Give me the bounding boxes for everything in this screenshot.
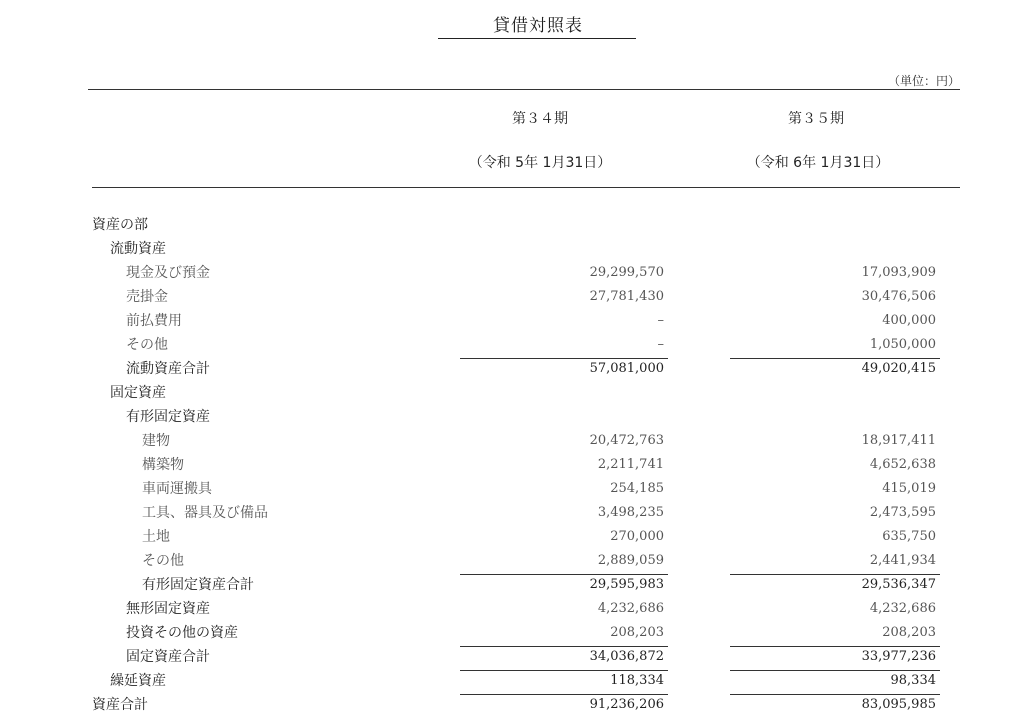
table-row [0,549,1024,573]
value-period-35: 208,203 [882,625,936,640]
value-period-34: 2,211,741 [597,457,664,472]
table-row [0,213,1024,237]
table-row [0,333,1024,357]
table-row [0,453,1024,477]
table-row-subtotal [0,669,1024,693]
value-period-35: 2,441,934 [869,553,936,568]
column-header-date-34: （令和 5年 1月31日） [468,155,612,171]
value-period-34: 91,236,206 [470,693,664,717]
value-period-34: 34,036,872 [470,645,664,669]
row-label: 前払費用 [126,313,182,329]
column-header-date-35: （令和 6年 1月31日） [746,155,890,171]
unit-label: （単位：円） [887,74,960,88]
table-row [0,285,1024,309]
row-label: 流動資産合計 [126,361,210,377]
table-row [0,381,1024,405]
value-period-34: 29,595,983 [470,573,664,597]
row-label: 売掛金 [126,289,168,305]
value-period-35: 635,750 [882,529,936,544]
value-period-35: 98,334 [740,669,936,693]
value-period-35: 17,093,909 [861,265,936,280]
row-label: その他 [126,337,168,353]
row-label: 投資その他の資産 [126,625,238,641]
table-row [0,525,1024,549]
value-period-35: 83,095,985 [740,693,936,717]
value-period-35: 400,000 [882,313,936,328]
table-row-subtotal [0,357,1024,381]
value-period-34: 3,498,235 [597,505,664,520]
value-period-35: 33,977,236 [740,645,936,669]
value-period-35: 4,232,686 [869,601,936,616]
table-row [0,429,1024,453]
row-label: 車両運搬具 [142,481,212,497]
row-label: 固定資産合計 [126,649,210,665]
value-period-34: 118,334 [470,669,664,693]
row-label: 資産の部 [92,217,148,233]
value-period-34: 208,203 [610,625,664,640]
table-row [0,237,1024,261]
table-row [0,405,1024,429]
table-row [0,477,1024,501]
table-row [0,621,1024,645]
row-label: 現金及び預金 [126,265,210,281]
row-label: 繰延資産 [110,673,166,689]
value-period-34: 254,185 [610,481,664,496]
value-period-34: 4,232,686 [597,601,664,616]
row-label: 資産合計 [92,697,148,713]
value-period-35: 4,652,638 [869,457,936,472]
column-header-period-34: 第３４期 [512,111,568,127]
document-title: 貸借対照表 [493,16,583,36]
value-period-34: 27,781,430 [589,289,664,304]
row-label: 無形固定資産 [126,601,210,617]
value-period-34: 20,472,763 [589,433,664,448]
title-underline [438,38,636,39]
value-period-35: 18,917,411 [861,433,936,448]
value-period-34: – [657,337,664,352]
header-top-rule [88,89,960,90]
table-row [0,597,1024,621]
value-period-35: 2,473,595 [869,505,936,520]
table-row [0,501,1024,525]
header-bottom-rule [92,187,960,188]
row-label: その他 [142,553,184,569]
value-period-35: 1,050,000 [869,337,936,352]
row-label: 構築物 [142,457,184,473]
table-row [0,261,1024,285]
value-period-34: 270,000 [610,529,664,544]
row-label: 固定資産 [110,385,166,401]
table-row [0,309,1024,333]
value-period-35: 49,020,415 [740,357,936,381]
table-row-grand-total [0,693,1024,717]
value-period-34: 29,299,570 [589,265,664,280]
value-period-34: 2,889,059 [597,553,664,568]
value-period-34: – [657,313,664,328]
row-label: 建物 [142,433,170,449]
row-label: 流動資産 [110,241,166,257]
table-row-subtotal [0,573,1024,597]
column-header-period-35: 第３５期 [788,111,844,127]
row-label: 土地 [142,529,170,545]
row-label: 有形固定資産合計 [142,577,254,593]
value-period-35: 30,476,506 [861,289,936,304]
row-label: 工具、器具及び備品 [142,505,268,521]
row-label: 有形固定資産 [126,409,210,425]
table-row-subtotal [0,645,1024,669]
value-period-35: 29,536,347 [740,573,936,597]
value-period-35: 415,019 [882,481,936,496]
value-period-34: 57,081,000 [470,357,664,381]
